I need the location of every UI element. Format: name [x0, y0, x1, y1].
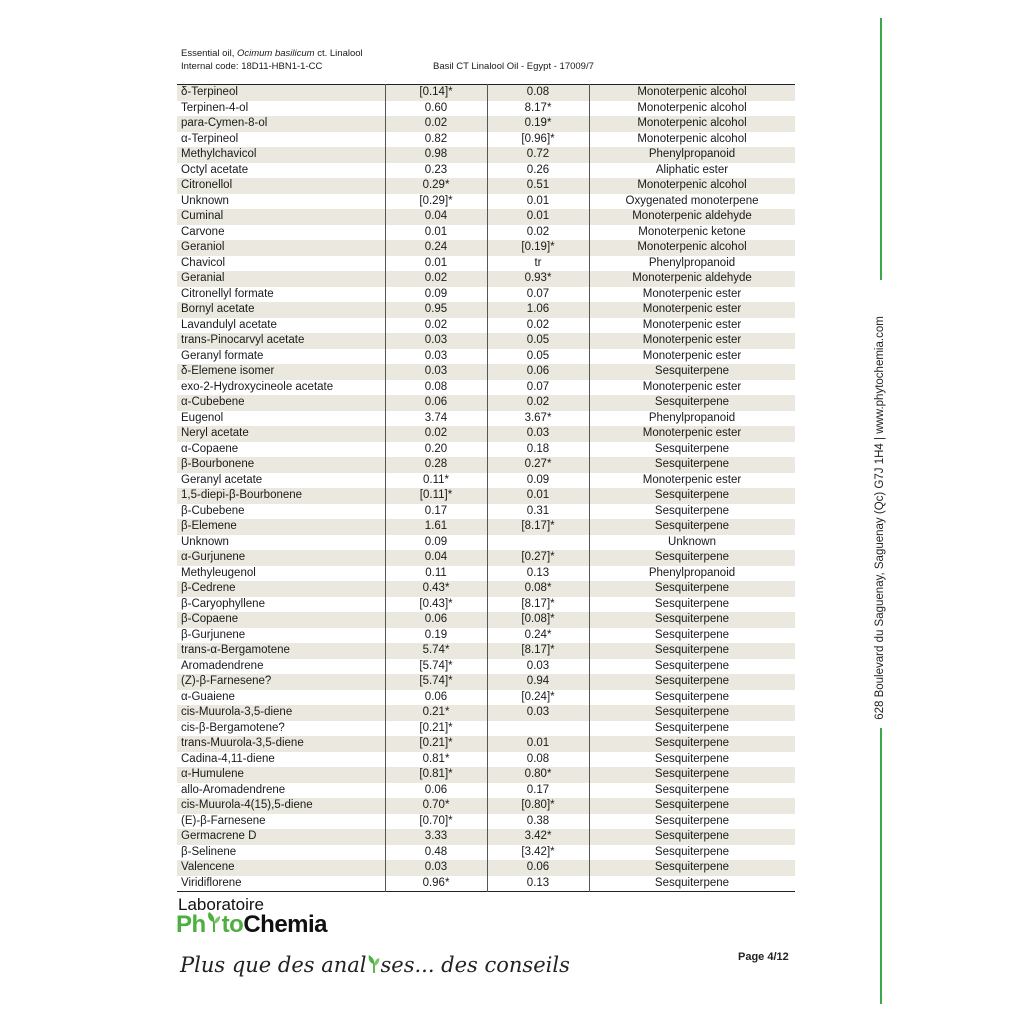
- percent-column-2-cell: 0.01: [487, 488, 589, 504]
- tagline-part-2: ses... des conseils: [380, 953, 570, 977]
- compound-name-cell: trans-Muurola-3,5-diene: [177, 736, 385, 752]
- percent-column-2-cell: [0.19]*: [487, 240, 589, 256]
- compound-name-cell: Geranial: [177, 271, 385, 287]
- percent-column-1-cell: 0.04: [385, 209, 487, 225]
- percent-column-2-cell: 0.13: [487, 566, 589, 582]
- compound-name-cell: β-Selinene: [181, 845, 237, 858]
- compound-name-cell: Methyleugenol: [181, 566, 256, 579]
- percent-column-2-cell: 0.51: [487, 178, 589, 194]
- percent-column-1-cell: 0.03: [385, 349, 487, 365]
- percent-column-2-cell: 0.07: [487, 287, 589, 303]
- compound-name-cell: Aromadendrene: [181, 659, 264, 672]
- compound-class-cell: Sesquiterpene: [589, 860, 795, 876]
- compound-class-cell: Sesquiterpene: [589, 845, 795, 861]
- compound-name-cell: Neryl acetate: [177, 426, 385, 442]
- table-row: [177, 535, 795, 551]
- compound-class-cell: Sesquiterpene: [589, 736, 795, 752]
- compound-class-cell: Phenylpropanoid: [589, 147, 795, 163]
- percent-column-2-cell: 0.26: [487, 163, 589, 179]
- percent-column-1-cell: [5.74]*: [385, 674, 487, 690]
- compound-name-cell: β-Caryophyllene: [181, 597, 265, 610]
- table-row: [177, 659, 795, 675]
- compound-class-cell: Sesquiterpene: [589, 364, 795, 380]
- percent-column-2-cell: [487, 721, 589, 737]
- page-number: Page 4/12: [738, 951, 789, 963]
- percent-column-1-cell: 0.20: [385, 442, 487, 458]
- percent-column-2-cell: 0.03: [487, 705, 589, 721]
- compound-name-cell: Chavicol: [181, 256, 226, 269]
- percent-column-1-cell: [5.74]*: [385, 659, 487, 675]
- table-row: [177, 814, 795, 830]
- compound-class-cell: Sesquiterpene: [589, 798, 795, 814]
- percent-column-2-cell: [0.08]*: [487, 612, 589, 628]
- table-row: [177, 736, 795, 752]
- compound-name-cell: Geraniol: [177, 240, 385, 256]
- percent-column-2-cell: 0.08: [487, 85, 589, 101]
- logo-text-dark: Chemia: [243, 911, 328, 938]
- compound-class-cell: Sesquiterpene: [589, 705, 795, 721]
- percent-column-2-cell: 0.80*: [487, 767, 589, 783]
- percent-column-2-cell: 0.24*: [487, 628, 589, 644]
- percent-column-1-cell: [0.29]*: [385, 194, 487, 210]
- table-row: [177, 442, 795, 458]
- table-row: [177, 860, 795, 876]
- compound-class-cell: Sesquiterpene: [589, 504, 795, 520]
- compound-class-cell: Phenylpropanoid: [589, 256, 795, 272]
- table-row: [177, 643, 795, 659]
- percent-column-1-cell: [0.21]*: [385, 721, 487, 737]
- table-row: [177, 566, 795, 582]
- table-row: [177, 721, 795, 737]
- percent-column-1-cell: 0.17: [385, 504, 487, 520]
- compound-class-cell: Monoterpenic aldehyde: [589, 209, 795, 225]
- percent-column-2-cell: [0.27]*: [487, 550, 589, 566]
- compound-name-cell: Valencene: [177, 860, 385, 876]
- percent-column-2-cell: 0.03: [487, 426, 589, 442]
- header-line-1: [181, 47, 363, 60]
- compound-name-cell: Bornyl acetate: [177, 302, 385, 318]
- compound-name-cell: Geranyl formate: [181, 349, 264, 362]
- percent-column-1-cell: 0.11: [385, 566, 487, 582]
- percent-column-1-cell: 3.74: [385, 411, 487, 427]
- compound-name-cell: δ-Elemene isomer: [177, 364, 385, 380]
- percent-column-2-cell: [487, 535, 589, 551]
- tagline: [180, 953, 570, 979]
- percent-column-2-cell: tr: [487, 256, 589, 272]
- composition-table-body: [177, 85, 795, 892]
- percent-column-1-cell: [0.11]*: [385, 488, 487, 504]
- compound-class-cell: Monoterpenic ester: [589, 426, 795, 442]
- percent-column-1-cell: 0.43*: [385, 581, 487, 597]
- table-row: [177, 116, 795, 132]
- compound-class-cell: Sesquiterpene: [589, 767, 795, 783]
- compound-class-cell: Monoterpenic ester: [589, 349, 795, 365]
- percent-column-1-cell: 0.48: [385, 845, 487, 861]
- compound-class-cell: Monoterpenic alcohol: [589, 132, 795, 148]
- table-row: [177, 147, 795, 163]
- percent-column-1-cell: 0.29*: [385, 178, 487, 194]
- table-row: [177, 380, 795, 396]
- percent-column-1-cell: 0.60: [385, 101, 487, 117]
- compound-class-cell: Sesquiterpene: [589, 721, 795, 737]
- table-row: [177, 674, 795, 690]
- percent-column-1-cell: 0.81*: [385, 752, 487, 768]
- table-row: [177, 302, 795, 318]
- percent-column-2-cell: [8.17]*: [487, 519, 589, 535]
- compound-class-cell: Monoterpenic ester: [589, 302, 795, 318]
- percent-column-1-cell: 0.70*: [385, 798, 487, 814]
- composition-table-container: [177, 84, 792, 892]
- percent-column-1-cell: 0.21*: [385, 705, 487, 721]
- table-row: [177, 240, 795, 256]
- compound-class-cell: Oxygenated monoterpene: [589, 194, 795, 210]
- table-row: [177, 705, 795, 721]
- logo-text-green-2: to: [221, 911, 244, 938]
- percent-column-2-cell: 0.01: [487, 209, 589, 225]
- compound-class-cell: Monoterpenic alcohol: [589, 116, 795, 132]
- composition-table: [177, 84, 795, 892]
- table-row: [177, 488, 795, 504]
- percent-column-1-cell: 0.03: [385, 860, 487, 876]
- table-row: [177, 426, 795, 442]
- percent-column-2-cell: 0.06: [487, 860, 589, 876]
- compound-class-cell: Phenylpropanoid: [589, 411, 795, 427]
- percent-column-2-cell: [0.96]*: [487, 132, 589, 148]
- percent-column-1-cell: [0.14]*: [385, 85, 487, 101]
- table-row: [177, 845, 795, 861]
- table-row: [177, 333, 795, 349]
- compound-name-cell: β-Gurjunene: [181, 628, 246, 641]
- compound-class-cell: Sesquiterpene: [589, 674, 795, 690]
- percent-column-2-cell: 0.94: [487, 674, 589, 690]
- percent-column-1-cell: 0.23: [385, 163, 487, 179]
- percent-column-1-cell: 0.82: [385, 132, 487, 148]
- compound-class-cell: Sesquiterpene: [589, 690, 795, 706]
- table-row: [177, 752, 795, 768]
- compound-class-cell: Sesquiterpene: [589, 814, 795, 830]
- compound-class-cell: Unknown: [589, 535, 795, 551]
- compound-class-cell: Sesquiterpene: [589, 628, 795, 644]
- table-row: [177, 473, 795, 489]
- table-row: [177, 581, 795, 597]
- compound-name-cell: trans-Pinocarvyl acetate: [177, 333, 385, 349]
- table-row: [177, 209, 795, 225]
- compound-class-cell: Sesquiterpene: [589, 395, 795, 411]
- percent-column-1-cell: 0.09: [385, 287, 487, 303]
- compound-class-cell: Sesquiterpene: [589, 643, 795, 659]
- percent-column-1-cell: 0.09: [385, 535, 487, 551]
- percent-column-1-cell: 1.61: [385, 519, 487, 535]
- compound-name-cell: Terpinen-4-ol: [181, 101, 249, 114]
- phytochemia-logo: [176, 911, 327, 940]
- compound-class-cell: Monoterpenic ester: [589, 473, 795, 489]
- compound-class-cell: Monoterpenic ketone: [589, 225, 795, 241]
- compound-class-cell: Sesquiterpene: [589, 488, 795, 504]
- table-row: [177, 783, 795, 799]
- percent-column-2-cell: [0.80]*: [487, 798, 589, 814]
- document-header: [181, 47, 363, 73]
- percent-column-1-cell: 0.06: [385, 783, 487, 799]
- compound-name-cell: α-Copaene: [181, 442, 239, 455]
- percent-column-2-cell: 0.05: [487, 333, 589, 349]
- percent-column-2-cell: [3.42]*: [487, 845, 589, 861]
- table-row: [177, 271, 795, 287]
- percent-column-1-cell: 0.24: [385, 240, 487, 256]
- percent-column-2-cell: [8.17]*: [487, 597, 589, 613]
- compound-class-cell: Monoterpenic ester: [589, 318, 795, 334]
- table-row: [177, 829, 795, 845]
- compound-name-cell: Geranyl acetate: [181, 473, 263, 486]
- percent-column-1-cell: 0.28: [385, 457, 487, 473]
- table-row: [177, 504, 795, 520]
- percent-column-1-cell: [0.81]*: [385, 767, 487, 783]
- table-row: [177, 349, 795, 365]
- table-row: [177, 194, 795, 210]
- percent-column-2-cell: 0.02: [487, 318, 589, 334]
- percent-column-2-cell: 0.09: [487, 473, 589, 489]
- table-row: [177, 101, 795, 117]
- percent-column-2-cell: 0.08*: [487, 581, 589, 597]
- percent-column-2-cell: 0.07: [487, 380, 589, 396]
- percent-column-2-cell: 0.38: [487, 814, 589, 830]
- table-row: [177, 85, 795, 101]
- compound-name-cell: α-Cubebene: [177, 395, 385, 411]
- compound-name-cell: Cuminal: [177, 209, 385, 225]
- logo-text-green-1: Ph: [176, 911, 206, 938]
- compound-class-cell: Monoterpenic alcohol: [589, 178, 795, 194]
- percent-column-1-cell: 0.19: [385, 628, 487, 644]
- compound-class-cell: Monoterpenic ester: [589, 287, 795, 303]
- compound-class-cell: Sesquiterpene: [589, 597, 795, 613]
- compound-name-cell: α-Guaiene: [181, 690, 235, 703]
- percent-column-1-cell: 0.02: [385, 426, 487, 442]
- percent-column-1-cell: 0.98: [385, 147, 487, 163]
- tagline-leaf-icon: [367, 954, 381, 979]
- percent-column-1-cell: 3.33: [385, 829, 487, 845]
- compound-name-cell: trans-α-Bergamotene: [177, 643, 385, 659]
- compound-name-cell: Germacrene D: [177, 829, 385, 845]
- compound-class-cell: Aliphatic ester: [589, 163, 795, 179]
- table-row: [177, 225, 795, 241]
- table-row: [177, 876, 795, 892]
- compound-name-cell: Viridiflorene: [181, 876, 242, 889]
- percent-column-1-cell: 0.02: [385, 318, 487, 334]
- compound-name-cell: allo-Aromadendrene: [181, 783, 286, 796]
- percent-column-2-cell: 0.31: [487, 504, 589, 520]
- percent-column-2-cell: 0.27*: [487, 457, 589, 473]
- compound-name-cell: Lavandulyl acetate: [181, 318, 277, 331]
- percent-column-1-cell: 0.06: [385, 612, 487, 628]
- compound-name-cell: Unknown: [181, 535, 229, 548]
- compound-class-cell: Monoterpenic alcohol: [589, 101, 795, 117]
- compound-class-cell: Sesquiterpene: [589, 581, 795, 597]
- compound-class-cell: Sesquiterpene: [589, 659, 795, 675]
- percent-column-1-cell: 0.96*: [385, 876, 487, 892]
- percent-column-2-cell: 1.06: [487, 302, 589, 318]
- compound-name-cell: Carvone: [181, 225, 225, 238]
- compound-class-cell: Phenylpropanoid: [589, 566, 795, 582]
- compound-class-cell: Sesquiterpene: [589, 457, 795, 473]
- green-rule-top: [880, 18, 882, 280]
- table-row: [177, 457, 795, 473]
- table-row: [177, 364, 795, 380]
- compound-class-cell: Sesquiterpene: [589, 612, 795, 628]
- table-row: [177, 597, 795, 613]
- table-row: [177, 550, 795, 566]
- percent-column-2-cell: 0.02: [487, 225, 589, 241]
- green-rule-bottom: [880, 728, 882, 1004]
- compound-class-cell: Sesquiterpene: [589, 752, 795, 768]
- compound-name-cell: (E)-β-Farnesene: [181, 814, 266, 827]
- tagline-part-1: Plus que des anal: [180, 953, 367, 977]
- compound-name-cell: cis-Muurola-3,5-diene: [177, 705, 385, 721]
- header-species: Ocimum basilicum: [236, 48, 315, 59]
- compound-name-cell: exo-2-Hydroxycineole acetate: [181, 380, 334, 393]
- header-prefix: Essential oil,: [181, 48, 237, 59]
- lab-address: 628 Boulevard du Saguenay, Saguenay (Qc) G7J 1H4 | www.phytochemia.com: [874, 316, 886, 720]
- table-row: [177, 163, 795, 179]
- compound-class-cell: Sesquiterpene: [589, 829, 795, 845]
- percent-column-1-cell: 0.03: [385, 333, 487, 349]
- compound-name-cell: Eugenol: [181, 411, 224, 424]
- compound-name-cell: β-Cubebene: [181, 504, 245, 517]
- compound-name-cell: β-Elemene: [177, 519, 385, 535]
- compound-name-cell: β-Bourbonene: [177, 457, 385, 473]
- compound-name-cell: δ-Terpineol: [177, 85, 385, 101]
- compound-name-cell: Unknown: [181, 194, 229, 207]
- compound-name-cell: cis-Muurola-4(15),5-diene: [177, 798, 385, 814]
- table-row: [177, 132, 795, 148]
- header-internal-code: Internal code: 18D11-HBN1-1-CC: [181, 61, 323, 72]
- percent-column-1-cell: [0.70]*: [385, 814, 487, 830]
- leaf-icon: [206, 911, 222, 940]
- percent-column-2-cell: 0.13: [487, 876, 589, 892]
- compound-class-cell: Sesquiterpene: [589, 442, 795, 458]
- compound-class-cell: Monoterpenic alcohol: [589, 85, 795, 101]
- percent-column-1-cell: 0.02: [385, 271, 487, 287]
- percent-column-2-cell: 0.18: [487, 442, 589, 458]
- percent-column-2-cell: 0.01: [487, 194, 589, 210]
- compound-name-cell: para-Cymen-8-ol: [177, 116, 385, 132]
- percent-column-1-cell: 0.95: [385, 302, 487, 318]
- percent-column-2-cell: 0.05: [487, 349, 589, 365]
- compound-name-cell: Citronellyl formate: [181, 287, 274, 300]
- table-row: [177, 318, 795, 334]
- compound-class-cell: Monoterpenic alcohol: [589, 240, 795, 256]
- logo-laboratoire: Laboratoire: [178, 895, 265, 914]
- percent-column-2-cell: 0.08: [487, 752, 589, 768]
- percent-column-1-cell: [0.43]*: [385, 597, 487, 613]
- percent-column-2-cell: 0.02: [487, 395, 589, 411]
- percent-column-2-cell: 0.17: [487, 783, 589, 799]
- compound-name-cell: Methylchavicol: [177, 147, 385, 163]
- compound-name-cell: α-Gurjunene: [177, 550, 385, 566]
- percent-column-1-cell: 5.74*: [385, 643, 487, 659]
- compound-name-cell: (Z)-β-Farnesene?: [177, 674, 385, 690]
- percent-column-1-cell: 0.11*: [385, 473, 487, 489]
- table-row: [177, 287, 795, 303]
- table-row: [177, 395, 795, 411]
- percent-column-1-cell: 0.01: [385, 225, 487, 241]
- percent-column-1-cell: 0.03: [385, 364, 487, 380]
- compound-name-cell: Cadina-4,11-diene: [181, 752, 275, 765]
- compound-name-cell: cis-β-Bergamotene?: [181, 721, 285, 734]
- compound-name-cell: β-Cedrene: [177, 581, 385, 597]
- table-row: [177, 519, 795, 535]
- table-row: [177, 767, 795, 783]
- compound-name-cell: Octyl acetate: [181, 163, 249, 176]
- percent-column-1-cell: 0.08: [385, 380, 487, 396]
- table-row: [177, 256, 795, 272]
- percent-column-2-cell: 0.72: [487, 147, 589, 163]
- compound-class-cell: Monoterpenic aldehyde: [589, 271, 795, 287]
- table-row: [177, 798, 795, 814]
- percent-column-2-cell: 3.42*: [487, 829, 589, 845]
- header-sample-name: Basil CT Linalool Oil - Egypt - 17009/7: [433, 61, 594, 72]
- percent-column-2-cell: 3.67*: [487, 411, 589, 427]
- compound-class-cell: Monoterpenic ester: [589, 333, 795, 349]
- percent-column-1-cell: 0.06: [385, 690, 487, 706]
- compound-name-cell: β-Copaene: [177, 612, 385, 628]
- percent-column-2-cell: [0.24]*: [487, 690, 589, 706]
- compound-name-cell: Citronellol: [177, 178, 385, 194]
- percent-column-2-cell: 0.19*: [487, 116, 589, 132]
- percent-column-1-cell: 0.02: [385, 116, 487, 132]
- compound-class-cell: Sesquiterpene: [589, 783, 795, 799]
- percent-column-2-cell: 0.01: [487, 736, 589, 752]
- percent-column-1-cell: 0.01: [385, 256, 487, 272]
- percent-column-1-cell: 0.06: [385, 395, 487, 411]
- compound-class-cell: Sesquiterpene: [589, 876, 795, 892]
- table-row: [177, 178, 795, 194]
- compound-class-cell: Sesquiterpene: [589, 519, 795, 535]
- percent-column-2-cell: [8.17]*: [487, 643, 589, 659]
- compound-name-cell: α-Terpineol: [181, 132, 239, 145]
- percent-column-2-cell: 0.06: [487, 364, 589, 380]
- table-row: [177, 411, 795, 427]
- table-row: [177, 612, 795, 628]
- header-suffix: ct. Linalool: [314, 48, 363, 59]
- table-row: [177, 628, 795, 644]
- percent-column-2-cell: 8.17*: [487, 101, 589, 117]
- percent-column-1-cell: 0.04: [385, 550, 487, 566]
- table-row: [177, 690, 795, 706]
- percent-column-2-cell: 0.93*: [487, 271, 589, 287]
- compound-name-cell: 1,5-diepi-β-Bourbonene: [177, 488, 385, 504]
- compound-class-cell: Monoterpenic ester: [589, 380, 795, 396]
- percent-column-1-cell: [0.21]*: [385, 736, 487, 752]
- compound-name-cell: α-Humulene: [177, 767, 385, 783]
- compound-class-cell: Sesquiterpene: [589, 550, 795, 566]
- percent-column-2-cell: 0.03: [487, 659, 589, 675]
